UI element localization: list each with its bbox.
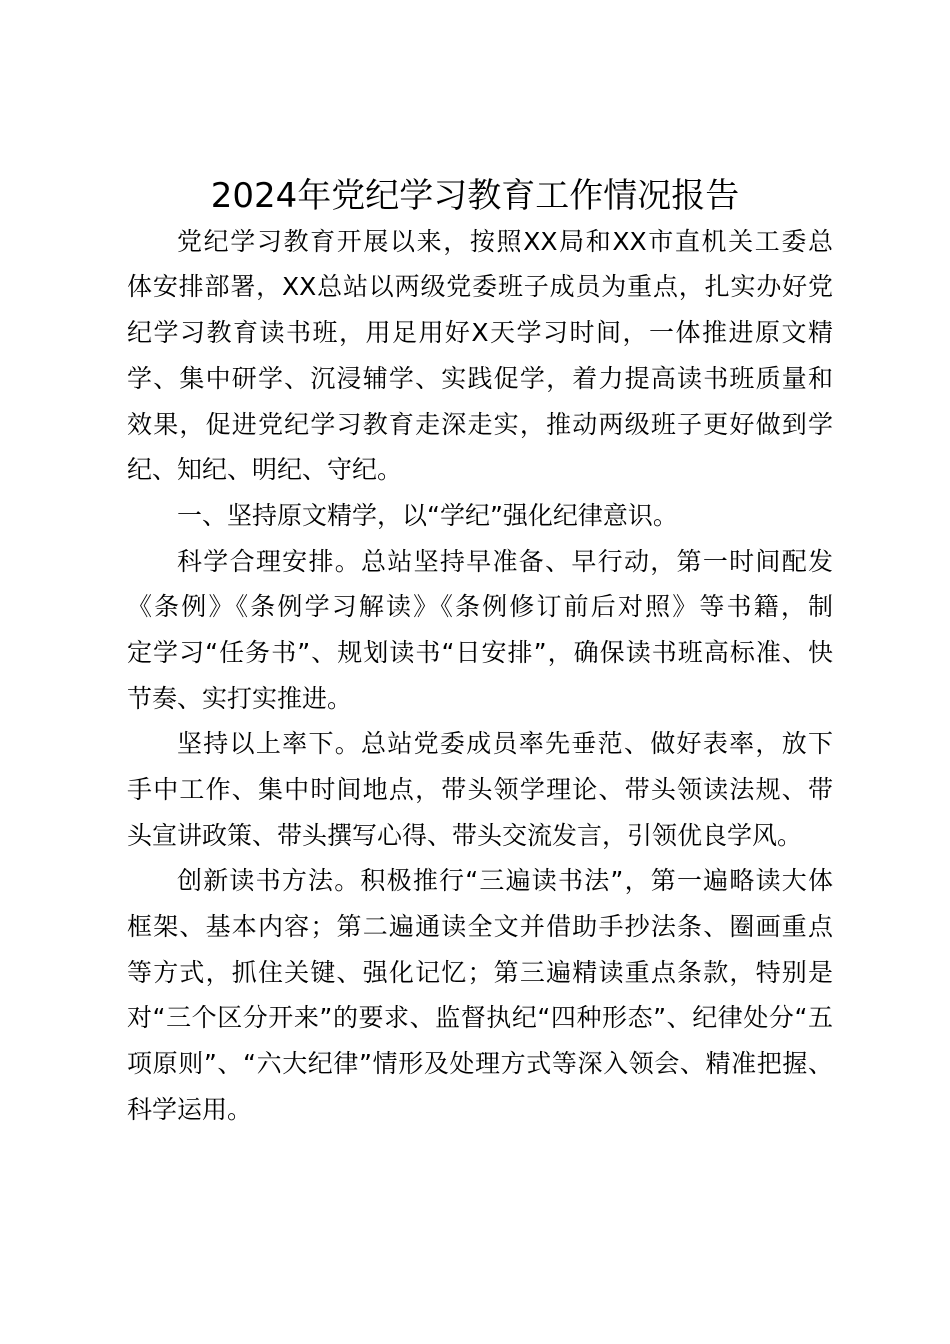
body-line: 纪学习教育读书班，用足用好X天学习时间，一体推进原文精: [127, 318, 833, 347]
body-line: 效果，促进党纪学习教育走深走实，推动两级班子更好做到学: [127, 410, 833, 439]
body-line: 纪、知纪、明纪、守纪。: [127, 455, 403, 484]
body-line: 《条例》《条例学习解读》《条例修订前后对照》等书籍，制: [127, 592, 833, 621]
body-line: 坚持以上率下。总站党委成员率先垂范、做好表率，放下: [177, 729, 833, 758]
body-line: 科学运用。: [127, 1095, 253, 1124]
body-line: 科学合理安排。总站坚持早准备、早行动，第一时间配发: [177, 547, 833, 576]
document-title: 2024年党纪学习教育工作情况报告: [210, 176, 740, 216]
body-line: 项原则”、“六大纪律”情形及处理方式等深入领会、精准把握、: [127, 1049, 833, 1078]
body-line: 党纪学习教育开展以来，按照XX局和XX市直机关工委总: [177, 227, 833, 256]
body-line: 等方式，抓住关键、强化记忆；第三遍精读重点条款，特别是: [127, 958, 833, 987]
body-line: 框架、基本内容；第二遍通读全文并借助手抄法条、圈画重点: [127, 912, 833, 941]
body-line: 体安排部署，XX总站以两级党委班子成员为重点，扎实办好党: [127, 272, 833, 301]
body-line: 学、集中研学、沉浸辅学、实践促学，着力提高读书班质量和: [127, 364, 833, 393]
body-line: 节奏、实打实推进。: [127, 684, 353, 713]
body-line: 创新读书方法。积极推行“三遍读书法”，第一遍略读大体: [177, 866, 833, 895]
body-line: 手中工作、集中时间地点，带头领学理论、带头领读法规、带: [127, 775, 833, 804]
body-line: 对“三个区分开来”的要求、监督执纪“四种形态”、纪律处分“五: [127, 1003, 833, 1032]
section-heading: 一、坚持原文精学，以“学纪”强化纪律意识。: [177, 501, 678, 530]
body-line: 定学习“任务书”、规划读书“日安排”，确保读书班高标准、快: [127, 638, 833, 667]
body-line: 头宣讲政策、带头撰写心得、带头交流发言，引领优良学风。: [127, 821, 803, 850]
